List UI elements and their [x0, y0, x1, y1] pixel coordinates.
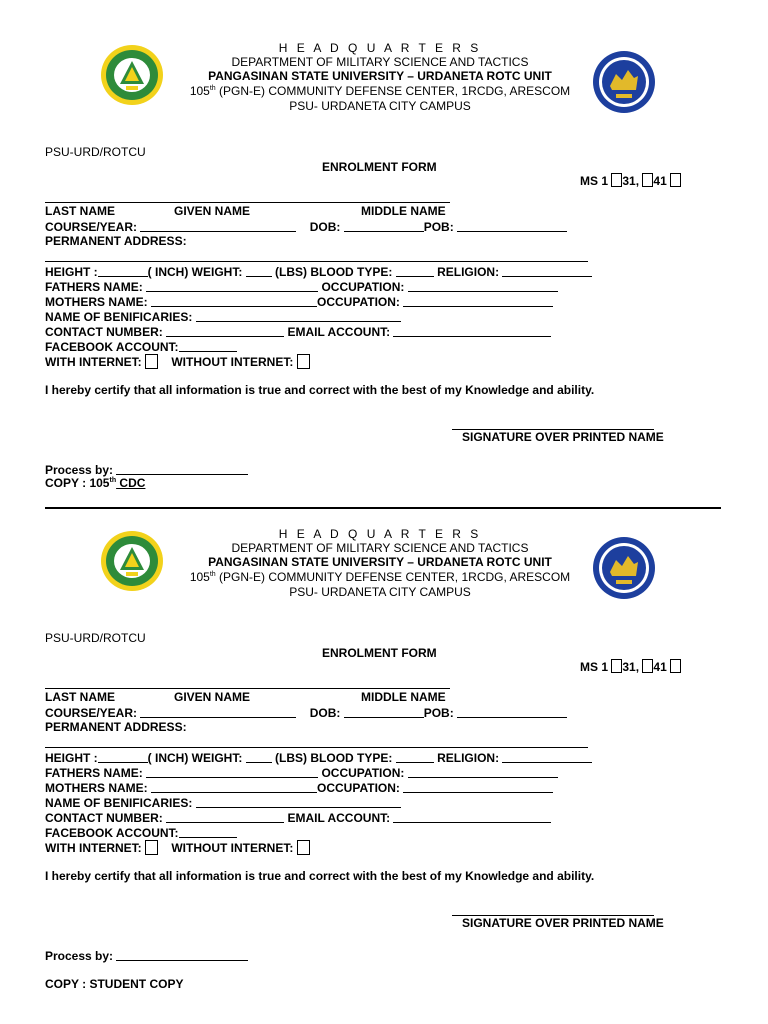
mother-label: MOTHERS NAME: — [45, 295, 148, 309]
facebook-label: FACEBOOK ACCOUNT: — [45, 340, 179, 354]
height-field[interactable] — [98, 750, 148, 763]
beneficiaries-row — [45, 795, 401, 810]
process-field[interactable] — [116, 462, 248, 475]
with-internet-label: WITH INTERNET: — [45, 841, 142, 855]
mother-occupation-label: OCCUPATION: — [317, 295, 400, 309]
address-field[interactable] — [45, 747, 588, 748]
father-name-field[interactable] — [146, 765, 318, 778]
enrolment-form-copy-1 — [0, 0, 768, 500]
campus-heading: PSU- URDANETA CITY CAMPUS — [289, 585, 471, 599]
mother-label: MOTHERS NAME: — [45, 781, 148, 795]
cdc-number: 105 — [189, 570, 210, 584]
last-name-label: LAST NAME — [45, 690, 115, 704]
contact-field[interactable] — [166, 324, 284, 337]
defense-center-heading — [150, 84, 610, 98]
cdc-suffix: th — [209, 571, 216, 578]
ref-code: PSU-URD/ROTCU — [45, 631, 146, 645]
mother-row — [45, 294, 553, 309]
given-name-label: GIVEN NAME — [174, 204, 251, 218]
ms-41-label: 41 — [653, 660, 667, 674]
contact-field[interactable] — [166, 810, 284, 823]
blood-type-label: BLOOD TYPE: — [310, 751, 393, 765]
copy-rest: CDC — [116, 476, 146, 490]
facebook-field[interactable] — [179, 825, 237, 838]
physical-row — [45, 264, 592, 279]
beneficiaries-field[interactable] — [196, 795, 401, 808]
father-label: FATHERS NAME: — [45, 280, 143, 294]
address-field[interactable] — [45, 261, 588, 262]
contact-row — [45, 810, 551, 825]
contact-label: CONTACT NUMBER: — [45, 325, 163, 339]
middle-name-label: MIDDLE NAME — [361, 690, 446, 704]
religion-label: RELIGION: — [437, 751, 500, 765]
headquarters-heading: H E A D Q U A R T E R S — [278, 41, 482, 55]
form-title: ENROLMENT FORM — [322, 160, 437, 174]
mother-row — [45, 780, 553, 795]
father-row — [45, 279, 558, 294]
father-occupation-label: OCCUPATION: — [321, 766, 405, 780]
religion-field[interactable] — [502, 264, 592, 277]
cdc-suffix: th — [209, 85, 216, 92]
internet-row — [45, 840, 310, 855]
process-label: Process by: — [45, 949, 114, 963]
process-row — [45, 948, 248, 963]
course-label: COURSE/YEAR: — [45, 220, 138, 234]
process-label: Process by: — [45, 463, 114, 477]
beneficiaries-row — [45, 309, 401, 324]
ms-41-checkbox[interactable] — [642, 173, 653, 187]
department-heading: DEPARTMENT OF MILITARY SCIENCE AND TACTICS — [231, 55, 529, 69]
certification-text: I hereby certify that all information is true and correct with the best of my Knowledge and ability. — [45, 869, 595, 883]
pob-label: POB: — [423, 220, 454, 234]
course-field[interactable] — [140, 219, 296, 232]
process-field[interactable] — [116, 948, 248, 961]
process-row — [45, 462, 248, 477]
certification-text: I hereby certify that all information is true and correct with the best of my Knowledge and ability. — [45, 383, 595, 397]
height-label: HEIGHT : — [45, 265, 98, 279]
with-internet-label: WITH INTERNET: — [45, 355, 142, 369]
ms-41-checkbox[interactable] — [642, 659, 653, 673]
weight-unit: (LBS) — [275, 751, 308, 765]
mother-occupation-field[interactable] — [403, 294, 553, 307]
blood-type-field[interactable] — [396, 264, 434, 277]
defense-center-heading — [150, 570, 610, 584]
copy-suffix: th — [109, 477, 117, 484]
without-internet-label: WITHOUT INTERNET: — [171, 841, 294, 855]
dob-label: DOB: — [309, 706, 341, 720]
ms-label: MS 1 — [580, 174, 609, 188]
father-occupation-label: OCCUPATION: — [321, 280, 405, 294]
email-label: EMAIL ACCOUNT: — [287, 325, 391, 339]
signature-label: SIGNATURE OVER PRINTED NAME — [462, 916, 664, 930]
ms-31-checkbox[interactable] — [611, 173, 622, 187]
height-field[interactable] — [98, 264, 148, 277]
university-heading: PANGASINAN STATE UNIVERSITY – URDANETA ROTC UNIT — [208, 69, 552, 83]
weight-field[interactable] — [246, 264, 272, 277]
beneficiaries-label: NAME OF BENIFICARIES: — [45, 310, 193, 324]
pob-field[interactable] — [457, 219, 567, 232]
copy-label-text: COPY : STUDENT COPY — [45, 977, 184, 991]
pob-label: POB: — [423, 706, 454, 720]
ms-selector — [580, 659, 681, 674]
ms-41-label: 41 — [653, 174, 667, 188]
blood-type-label: BLOOD TYPE: — [310, 265, 393, 279]
course-row — [45, 219, 567, 234]
mother-occupation-label: OCCUPATION: — [317, 781, 400, 795]
address-label: PERMANENT ADDRESS: — [45, 234, 187, 248]
copy-label — [45, 977, 183, 991]
middle-name-label: MIDDLE NAME — [361, 204, 446, 218]
with-internet-checkbox[interactable] — [145, 354, 158, 369]
facebook-row — [45, 339, 237, 354]
course-row — [45, 705, 567, 720]
full-name-field[interactable] — [45, 688, 450, 689]
facebook-field[interactable] — [179, 339, 237, 352]
last-name-label: LAST NAME — [45, 204, 115, 218]
height-label: HEIGHT : — [45, 751, 98, 765]
dob-field[interactable] — [344, 219, 424, 232]
cdc-number: 105 — [189, 84, 210, 98]
department-heading: DEPARTMENT OF MILITARY SCIENCE AND TACTICS — [231, 541, 529, 555]
university-heading: PANGASINAN STATE UNIVERSITY – URDANETA ROTC UNIT — [208, 555, 552, 569]
facebook-row — [45, 825, 237, 840]
father-occupation-field[interactable] — [408, 279, 558, 292]
headquarters-heading: H E A D Q U A R T E R S — [278, 527, 482, 541]
ms-31-label: 31, — [622, 660, 640, 674]
cdc-rest: (PGN-E) COMMUNITY DEFENSE CENTER, 1RCDG, ARESCOM — [215, 84, 571, 98]
religion-label: RELIGION: — [437, 265, 500, 279]
religion-field[interactable] — [502, 750, 592, 763]
father-label: FATHERS NAME: — [45, 766, 143, 780]
email-label: EMAIL ACCOUNT: — [287, 811, 391, 825]
pob-field[interactable] — [457, 705, 567, 718]
physical-row — [45, 750, 592, 765]
full-name-field[interactable] — [45, 202, 450, 203]
father-occupation-field[interactable] — [408, 765, 558, 778]
weight-field[interactable] — [246, 750, 272, 763]
email-field[interactable] — [393, 810, 551, 823]
copy-label-text: COPY : 105 — [45, 476, 110, 490]
mother-name-field[interactable] — [151, 294, 317, 307]
internet-row — [45, 354, 310, 369]
ms-selector — [580, 173, 681, 188]
dob-label: DOB: — [309, 220, 341, 234]
mother-name-field[interactable] — [151, 780, 317, 793]
without-internet-checkbox[interactable] — [297, 840, 310, 855]
ref-code: PSU-URD/ROTCU — [45, 145, 146, 159]
with-internet-checkbox[interactable] — [145, 840, 158, 855]
email-field[interactable] — [393, 324, 551, 337]
beneficiaries-label: NAME OF BENIFICARIES: — [45, 796, 193, 810]
ms-label: MS 1 — [580, 660, 609, 674]
ms-31-checkbox[interactable] — [611, 659, 622, 673]
address-label: PERMANENT ADDRESS: — [45, 720, 187, 734]
height-unit: ( INCH) WEIGHT: — [147, 265, 243, 279]
contact-row — [45, 324, 551, 339]
facebook-label: FACEBOOK ACCOUNT: — [45, 826, 179, 840]
father-name-field[interactable] — [146, 279, 318, 292]
signature-label: SIGNATURE OVER PRINTED NAME — [462, 430, 664, 444]
given-name-label: GIVEN NAME — [174, 690, 251, 704]
mother-occupation-field[interactable] — [403, 780, 553, 793]
weight-unit: (LBS) — [275, 265, 308, 279]
without-internet-label: WITHOUT INTERNET: — [171, 355, 294, 369]
ms-41-extra-checkbox[interactable] — [670, 173, 681, 187]
enrolment-form-copy-2 — [0, 486, 768, 991]
campus-heading: PSU- URDANETA CITY CAMPUS — [289, 99, 471, 113]
course-field[interactable] — [140, 705, 296, 718]
height-unit: ( INCH) WEIGHT: — [147, 751, 243, 765]
ms-41-extra-checkbox[interactable] — [670, 659, 681, 673]
dob-field[interactable] — [344, 705, 424, 718]
cdc-rest: (PGN-E) COMMUNITY DEFENSE CENTER, 1RCDG, ARESCOM — [215, 570, 571, 584]
blood-type-field[interactable] — [396, 750, 434, 763]
without-internet-checkbox[interactable] — [297, 354, 310, 369]
form-title: ENROLMENT FORM — [322, 646, 437, 660]
contact-label: CONTACT NUMBER: — [45, 811, 163, 825]
beneficiaries-field[interactable] — [196, 309, 401, 322]
father-row — [45, 765, 558, 780]
ms-31-label: 31, — [622, 174, 640, 188]
course-label: COURSE/YEAR: — [45, 706, 138, 720]
